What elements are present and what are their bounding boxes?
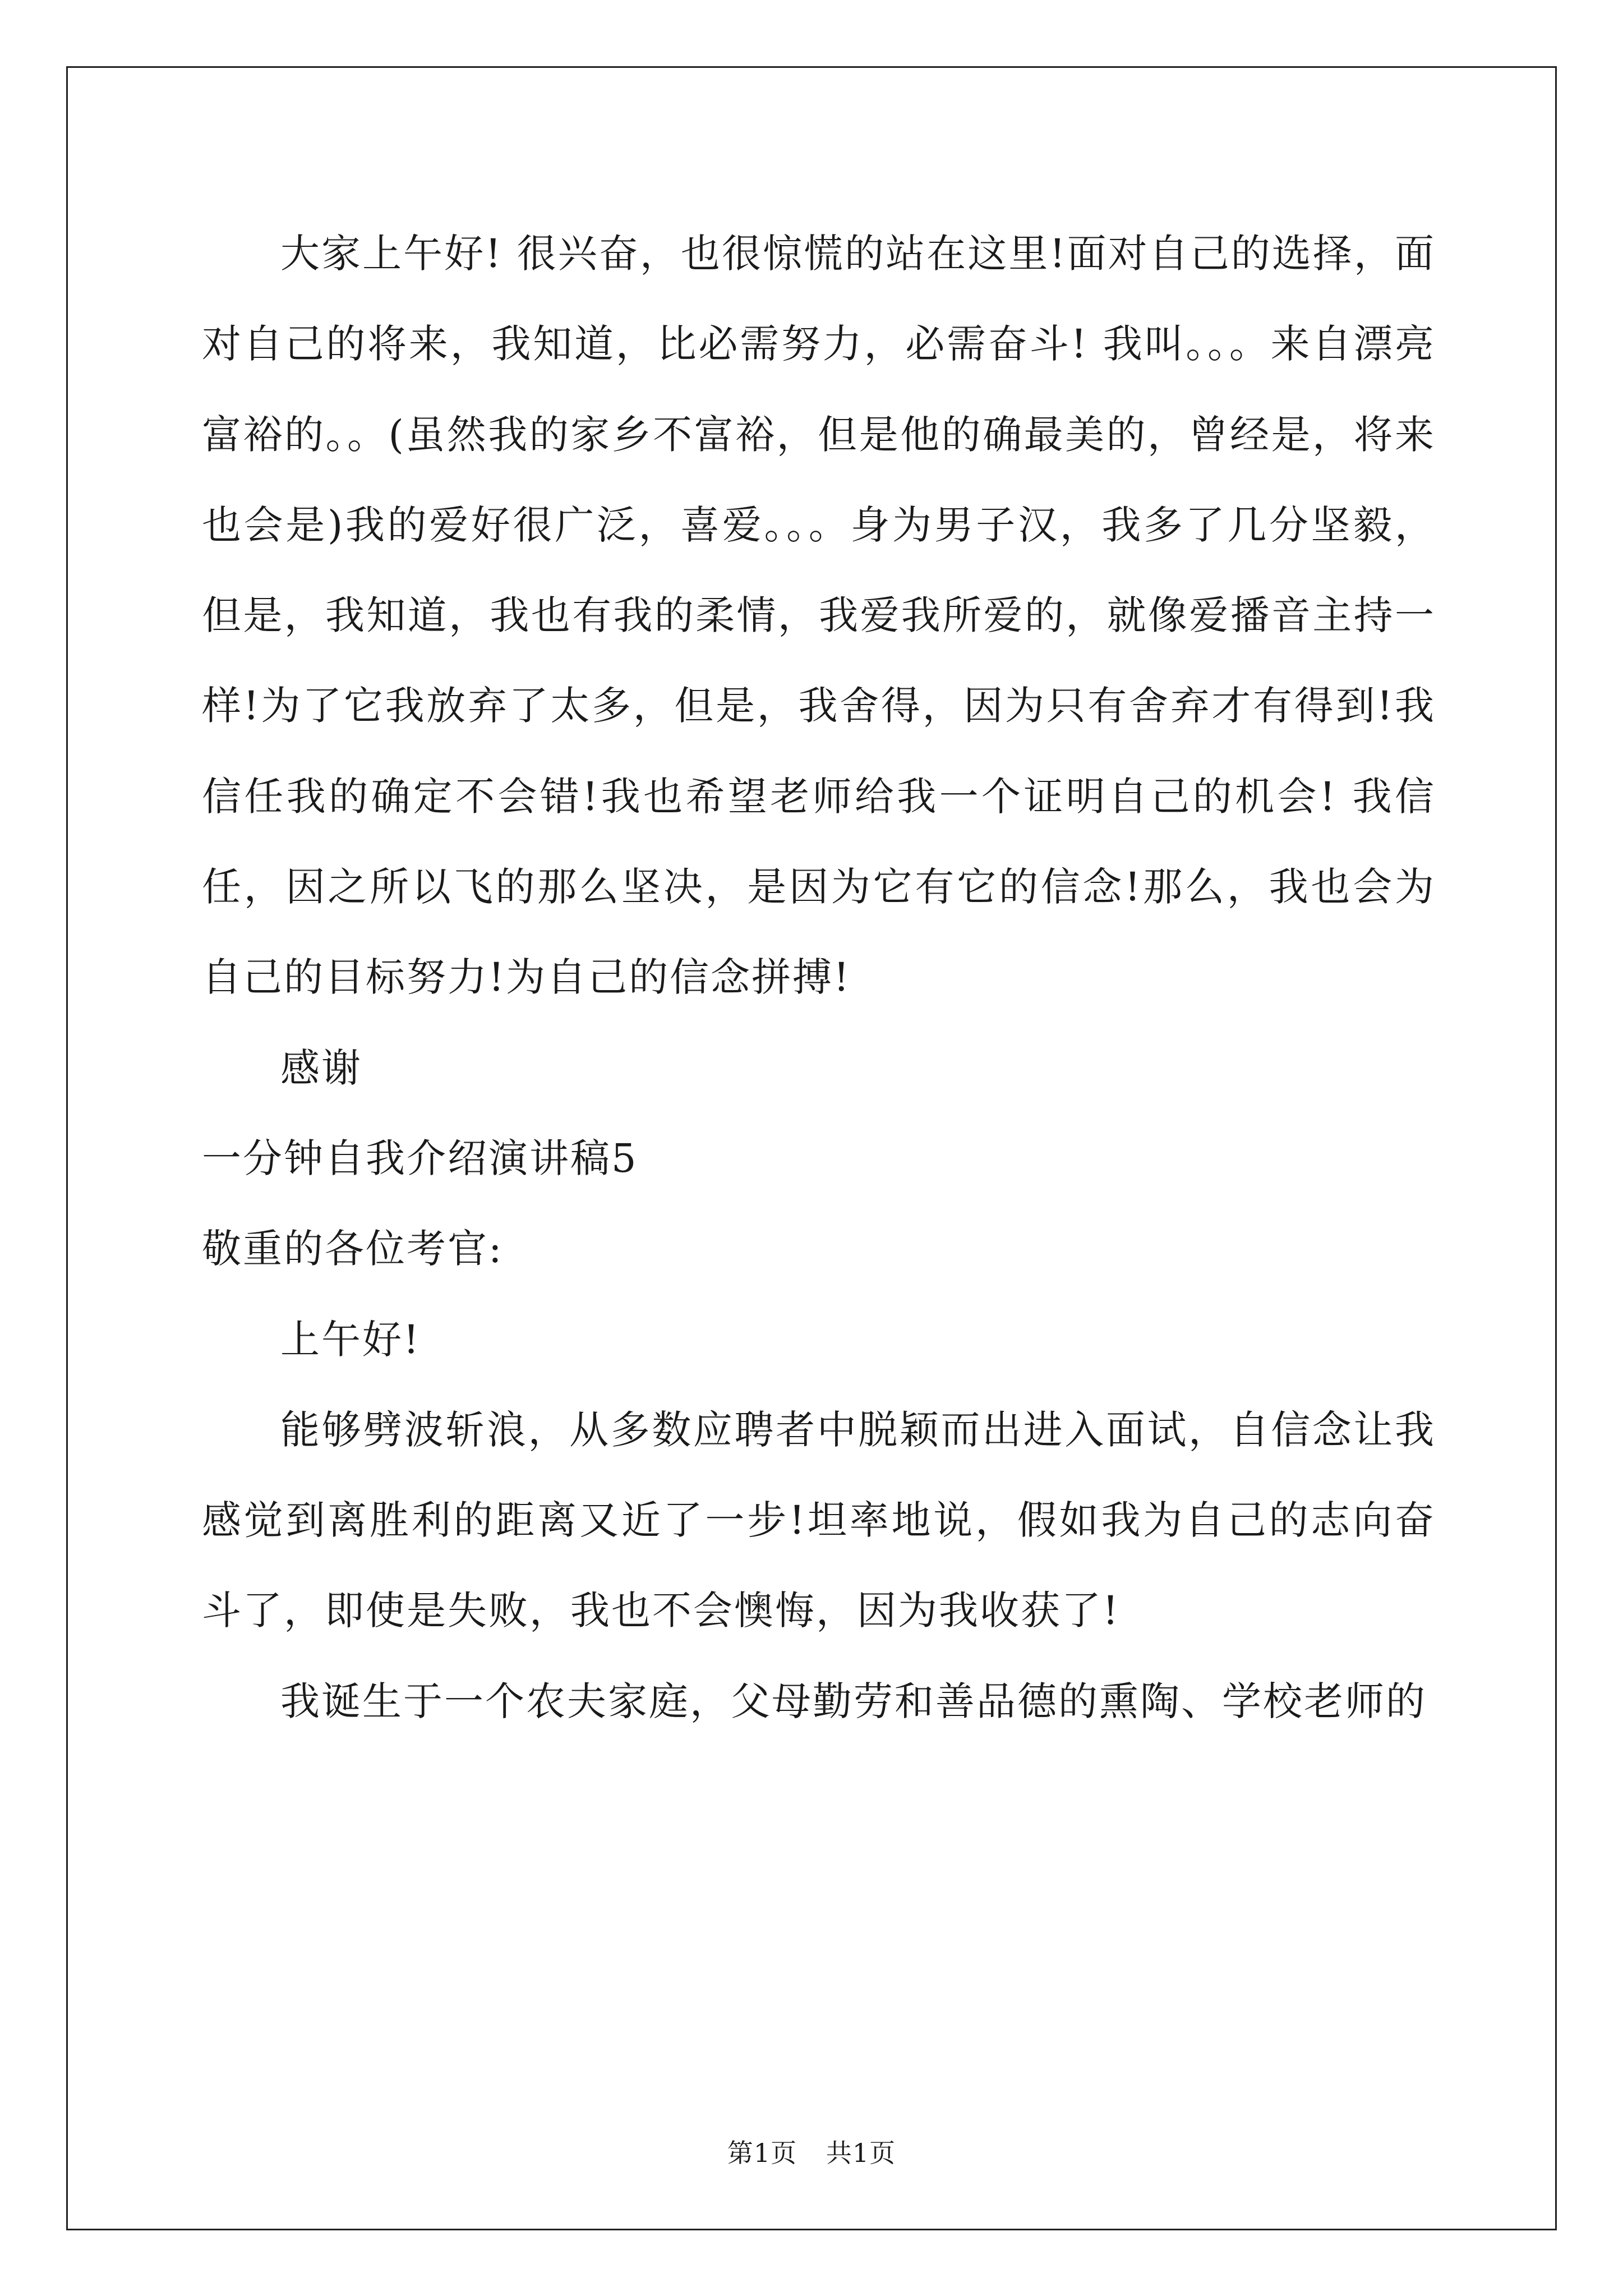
paragraph-background: 我诞生于一个农夫家庭，父母勤劳和善品德的熏陶、学校老师的 bbox=[280, 1678, 1427, 1724]
paragraph-thanks: 感谢 bbox=[280, 1045, 362, 1091]
page-footer bbox=[0, 2136, 1623, 2170]
document-body bbox=[202, 209, 1436, 1747]
paragraph-intro: 大家上午好! 很兴奋，也很惊慌的站在这里!面对自己的选择，面对自己的将来，我知道，比必需努力，必需奋斗! 我叫。。。来自漂亮富裕的。。(虽然我的家乡不富裕，但是他的确最美的，曾经是，将来也会是)我的爱好很广泛，喜爱。。。身为男子汉，我多了几分坚毅，但是，我知道，我也有我的柔情，我爱我所爱的，就像爱播音主持一样!为了它我放弃了太多，但是，我舍得，因为只有舍弃才有得到!我信任我的确定不会错!我也希望老师给我一个证明自己的机会! 我信任，因之所以飞的那么坚决，是因为它有它的信念!那么，我也会为自己的目标努力!为自己的信念拼搏! bbox=[202, 231, 1436, 1001]
greeting: 上午好! bbox=[280, 1316, 421, 1363]
paragraph-interview: 能够劈波斩浪，从多数应聘者中脱颖而出进入面试，自信念让我感觉到离胜利的距离又近了一步!坦率地说，假如我为自己的志向奋斗了，即使是失败，我也不会懊悔，因为我收获了! bbox=[202, 1406, 1436, 1634]
page-total: 共1页 bbox=[826, 2138, 896, 2168]
page-number: 第1页 bbox=[727, 2138, 797, 2168]
salutation: 敬重的各位考官: bbox=[202, 1226, 504, 1272]
section-title: 一分钟自我介绍演讲稿5 bbox=[202, 1135, 638, 1181]
